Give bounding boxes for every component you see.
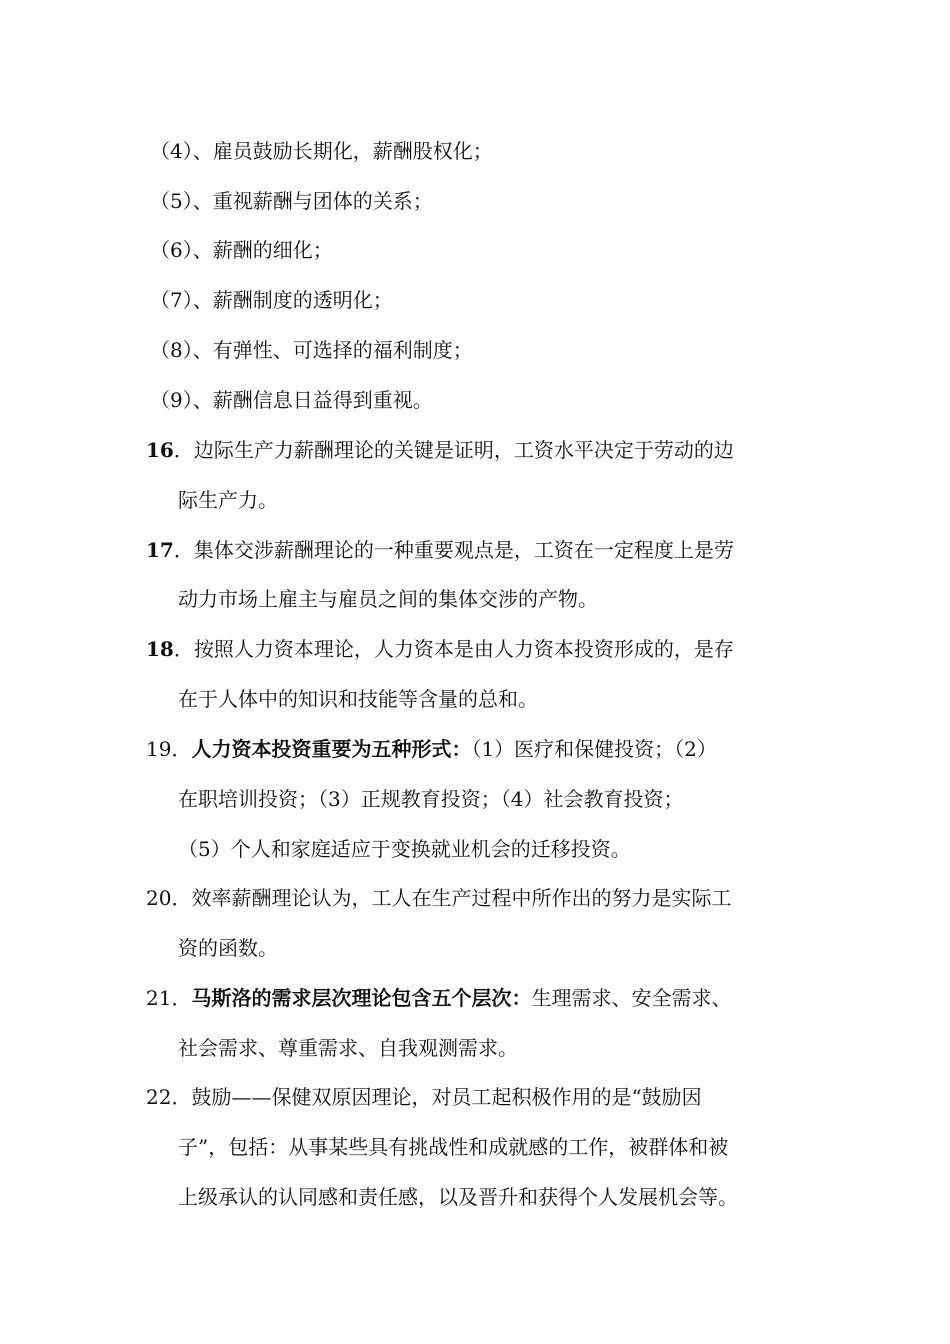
paragraph-text: 际生产力。 — [178, 488, 278, 512]
paragraph-text: 鼓励——保健双原因理论，对员工起积极作用的是“鼓励因 — [191, 1085, 702, 1109]
paragraph-number: 22． — [146, 1085, 192, 1109]
paragraph-text: 社会需求、尊重需求、自我观测需求。 — [178, 1036, 518, 1060]
paragraph-number: 20． — [146, 886, 192, 910]
paragraph-text: 效率薪酬理论认为，工人在生产过程中所作出的努力是实际工 — [191, 886, 732, 910]
paragraph-text: 在于人体中的知识和技能等含量的总和。 — [178, 687, 538, 711]
paragraph-text: 边际生产力薪酬理论的关键是证明，工资水平决定于劳动的边 — [193, 438, 734, 462]
paragraph-number: 18 — [146, 637, 174, 661]
paragraph-text: 生理需求、安全需求、 — [531, 986, 732, 1010]
paragraph-text: 资的函数。 — [178, 936, 278, 960]
paragraph-text: 在职培训投资；（3）正规教育投资；（4）社会教育投资； — [178, 787, 684, 811]
paragraph-heading: 马斯洛的需求层次理论包含五个层次： — [191, 986, 532, 1010]
paragraph-text: 按照人力资本理论，人力资本是由人力资本投资形成的，是存 — [193, 637, 734, 661]
paragraph-number: 21． — [146, 986, 192, 1010]
list-item-text: （6）、薪酬的细化； — [150, 238, 333, 262]
list-item-text: （4）、雇员鼓励长期化，薪酬股权化； — [150, 139, 493, 163]
paragraph-text: 集体交涉薪酬理论的一种重要观点是，工资在一定程度上是劳 — [193, 538, 734, 562]
paragraph-number: 16 — [146, 438, 174, 462]
paragraph-text: （5）个人和家庭适应于变换就业机会的迁移投资。 — [178, 837, 631, 861]
paragraph-text: 上级承认的认同感和责任感，以及晋升和获得个人发展机会等。 — [178, 1185, 738, 1209]
paragraph-heading: 人力资本投资重要为五种形式： — [191, 737, 472, 761]
list-item-text: （9）、薪酬信息日益得到重视。 — [150, 388, 433, 412]
list-item-text: （8）、有弹性、可选择的福利制度； — [150, 338, 473, 362]
paragraph-number: 17 — [146, 538, 174, 562]
paragraph-text: 动力市场上雇主与雇员之间的集体交涉的产物。 — [178, 587, 598, 611]
list-item-text: （5）、重视薪酬与团体的关系； — [150, 189, 433, 213]
paragraph-text: （1）医疗和保健投资；（2） — [471, 737, 717, 761]
number-separator: ． — [173, 538, 194, 562]
list-item-text: （7）、薪酬制度的透明化； — [150, 288, 393, 312]
paragraph-text: 子”，包括：从事某些具有挑战性和成就感的工作，被群体和被 — [178, 1135, 729, 1159]
number-separator: ． — [173, 438, 194, 462]
paragraph-number: 19． — [146, 737, 192, 761]
number-separator: ． — [173, 637, 194, 661]
